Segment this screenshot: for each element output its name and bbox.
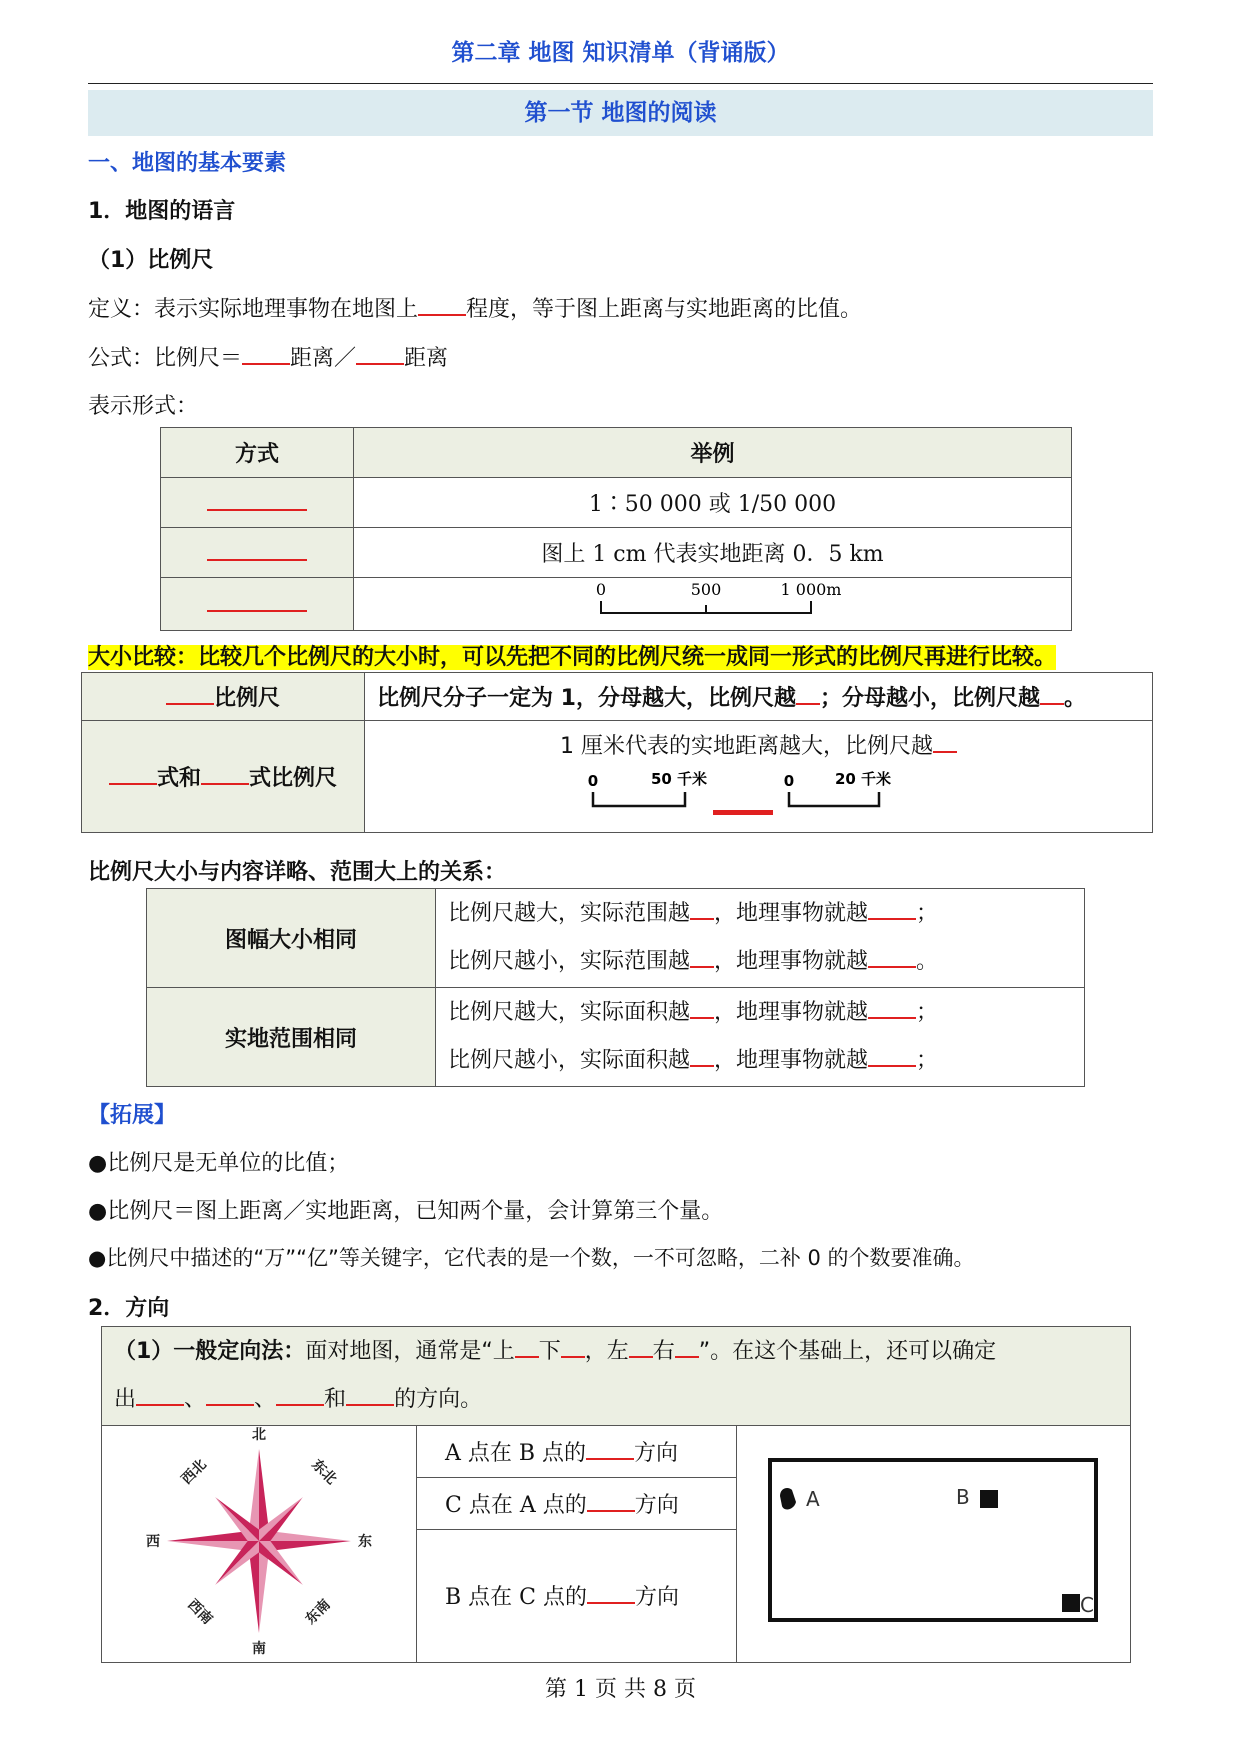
expand-title: 【拓展】 <box>88 1103 177 1128</box>
relation-text: ； <box>916 1000 939 1025</box>
formula-text-c: 距离 <box>404 346 449 371</box>
answer-blank[interactable] <box>276 1384 324 1406</box>
compare-left-label: 比例尺 <box>213 686 280 711</box>
answer-blank[interactable] <box>587 1490 635 1512</box>
point-a-label: A <box>805 1487 820 1511</box>
answer-blank[interactable] <box>868 898 916 920</box>
answer-blank[interactable] <box>109 763 157 785</box>
intro-text: 和 <box>324 1387 347 1412</box>
compass-east-label: 东 <box>358 1534 372 1550</box>
compare-right-cell <box>365 721 1153 833</box>
answer-blank[interactable] <box>868 997 916 1019</box>
scale-compare-table <box>81 672 1153 833</box>
compass-northeast-label: 东北 <box>308 1456 340 1488</box>
direction-question <box>417 1477 737 1529</box>
scale-formula <box>88 341 448 372</box>
answer-blank[interactable] <box>356 343 404 365</box>
point-b-label: B <box>955 1485 970 1509</box>
answer-blank[interactable] <box>166 683 214 705</box>
compare-note <box>88 640 1056 671</box>
intro-text: 出 <box>114 1387 137 1412</box>
compare-text-c: 。 <box>1063 686 1086 711</box>
answer-blank[interactable] <box>690 898 714 920</box>
scale-bar-graphic <box>583 579 843 623</box>
intro-text: 、 <box>184 1387 207 1412</box>
answer-blank[interactable] <box>207 489 307 511</box>
relation-text: ； <box>916 901 939 926</box>
scale-bars-comparison <box>579 766 939 822</box>
answer-blank[interactable] <box>690 1045 714 1067</box>
section-title: 第一节 地图的阅读 <box>88 90 1153 136</box>
heading-direction: 2．方向 <box>88 1296 170 1321</box>
method-cell <box>161 578 354 631</box>
answer-blank[interactable] <box>515 1336 539 1358</box>
compare-left-label-a: 式和 <box>156 766 201 791</box>
relation-text: 比例尺越小，实际范围越 <box>448 949 691 974</box>
answer-blank[interactable] <box>868 1045 916 1067</box>
relation-line <box>448 989 1083 1037</box>
point-map <box>766 1456 1102 1626</box>
answer-blank[interactable] <box>136 1384 184 1406</box>
compass-north-label: 北 <box>252 1427 266 1443</box>
bullet-item: ●比例尺＝图上距离／实地距离，已知两个量，会计算第三个量。 <box>88 1199 724 1224</box>
point-map-cell <box>737 1426 1131 1663</box>
compass-northwest-label: 西北 <box>178 1456 210 1488</box>
title-rule <box>88 83 1153 84</box>
answer-blank[interactable] <box>561 1336 585 1358</box>
compare-left-label-b: 式比例尺 <box>249 766 338 791</box>
bullet-item: ●比例尺中描述的“万”“亿”等关键字，它代表的是一个数，一不可忽略，二补 0 的个数要准确。 <box>88 1246 975 1270</box>
point-a-marker <box>780 1488 796 1509</box>
heading-scale: （1）比例尺 <box>88 248 214 273</box>
point-c-label: C <box>1079 1593 1094 1617</box>
definition-text-a: 定义：表示实际地理事物在地图上 <box>88 297 419 322</box>
relation-line <box>448 890 1083 938</box>
compass-west-label: 西 <box>146 1534 160 1550</box>
table-header-example: 举例 <box>354 428 1072 478</box>
compare-note-text: 大小比较：比较几个比例尺的大小时，可以先把不同的比例尺统一成同一形式的比例尺再进行比较。 <box>88 645 1057 670</box>
formula-text-a: 公式：比例尺＝ <box>88 346 243 371</box>
intro-text: ”。在这个基础上，还可以确定 <box>698 1339 997 1364</box>
direction-intro-line <box>114 1328 1129 1376</box>
answer-blank[interactable] <box>242 343 290 365</box>
method-cell <box>161 478 354 528</box>
scale-definition <box>88 292 862 323</box>
relation-line <box>448 938 1083 986</box>
relation-text: 比例尺越大，实际面积越 <box>448 1000 691 1025</box>
relation-text: ，地理事物就越 <box>714 949 869 974</box>
answer-blank[interactable] <box>713 810 773 815</box>
point-c-marker <box>1062 1594 1080 1612</box>
question-text: 方向 <box>634 1492 679 1518</box>
compass-southeast-label: 东南 <box>302 1596 334 1628</box>
scale-forms-table <box>160 427 1072 631</box>
definition-text-b: 程度，等于图上距离与实地距离的比值。 <box>466 297 863 322</box>
direction-table <box>101 1326 1131 1663</box>
relation-line <box>448 1037 1083 1085</box>
intro-text: 下 <box>538 1339 561 1364</box>
answer-blank[interactable] <box>207 539 307 561</box>
bar1-label: 50 千米 <box>650 770 707 788</box>
compare-text-b: ；分母越小，比例尺越 <box>819 686 1040 711</box>
scale-bar-line <box>601 601 811 613</box>
document-title: 第二章 地图 知识清单（背诵版） <box>451 40 790 66</box>
direction-intro-line <box>114 1376 1129 1424</box>
intro-text: 右 <box>652 1339 675 1364</box>
point-b-marker <box>980 1490 998 1508</box>
compass-south-label: 南 <box>252 1641 266 1655</box>
heading-basic-elements: 一、地图的基本要素 <box>88 151 287 176</box>
answer-blank[interactable] <box>690 946 714 968</box>
relation-text: ； <box>916 1048 939 1073</box>
example-text: 图上 1 cm 代表实地距离 0．5 km <box>354 528 1072 578</box>
scale-tick-label: 500 <box>690 580 721 599</box>
relation-group-label: 实地范围相同 <box>147 988 436 1087</box>
compare-left-cell <box>82 673 365 721</box>
page-footer: 第 1 页 共 8 页 <box>545 1677 696 1702</box>
direction-question <box>417 1426 737 1478</box>
relation-text: ，地理事物就越 <box>714 1048 869 1073</box>
compare-right-cell <box>365 673 1153 721</box>
forms-label: 表示形式： <box>88 394 199 419</box>
question-text: 方向 <box>634 1440 679 1466</box>
compare-bar-sentence: 1 厘米代表的实地距离越大，比例尺越 <box>560 734 933 759</box>
answer-blank[interactable] <box>629 1336 653 1358</box>
intro-text: 、 <box>254 1387 277 1412</box>
relation-title: 比例尺大小与内容详略、范围大上的关系： <box>88 860 507 885</box>
answer-blank[interactable] <box>868 946 916 968</box>
answer-blank[interactable] <box>206 1384 254 1406</box>
answer-blank[interactable] <box>1040 683 1064 705</box>
intro-text: 的方向。 <box>394 1387 483 1412</box>
question-text: 方向 <box>634 1585 679 1611</box>
direction-method-label: （1）一般定向法： <box>114 1339 306 1364</box>
relation-text: ，地理事物就越 <box>714 1000 869 1025</box>
answer-blank[interactable] <box>675 1336 699 1358</box>
relation-text: ，地理事物就越 <box>714 901 869 926</box>
answer-blank[interactable] <box>418 294 466 316</box>
direction-intro <box>102 1327 1131 1426</box>
relation-text: 。 <box>916 949 939 974</box>
compare-bar-text <box>366 729 1151 760</box>
bar1-label: 0 <box>587 772 598 790</box>
method-cell <box>161 528 354 578</box>
answer-blank[interactable] <box>933 731 957 753</box>
heading-map-language: 1．地图的语言 <box>88 199 236 224</box>
compass-rose <box>139 1427 379 1655</box>
compass-southwest-label: 西南 <box>184 1596 216 1628</box>
answer-blank[interactable] <box>207 590 307 612</box>
question-text: B 点在 C 点的 <box>445 1585 587 1611</box>
compare-left-cell <box>82 721 365 833</box>
answer-blank[interactable] <box>690 997 714 1019</box>
answer-blank[interactable] <box>796 683 820 705</box>
map-frame <box>770 1460 1096 1620</box>
relation-table <box>146 888 1085 1087</box>
compare-text-a: 比例尺分子一定为 1，分母越大，比例尺越 <box>377 686 796 711</box>
direction-question <box>417 1529 737 1662</box>
scale-tick-label: 0 <box>595 580 606 599</box>
example-ratio: 1∶50 000 或 1/50 000 <box>354 478 1072 528</box>
compass-rose-cell <box>102 1426 417 1663</box>
scale-tick-label: 1 000m <box>780 580 841 599</box>
relation-group-label: 图幅大小相同 <box>147 889 436 988</box>
bar2-line <box>789 792 879 806</box>
answer-blank[interactable] <box>586 1438 634 1460</box>
question-text: A 点在 B 点的 <box>445 1440 587 1466</box>
answer-blank[interactable] <box>346 1384 394 1406</box>
relation-content <box>436 889 1085 988</box>
relation-content <box>436 988 1085 1087</box>
bar2-label: 20 千米 <box>834 770 891 788</box>
relation-text: 比例尺越小，实际面积越 <box>448 1048 691 1073</box>
table-header-method: 方式 <box>161 428 354 478</box>
intro-text: ，左 <box>584 1339 629 1364</box>
relation-text: 比例尺越大，实际范围越 <box>448 901 691 926</box>
bar2-label: 0 <box>783 772 794 790</box>
answer-blank[interactable] <box>201 763 249 785</box>
question-text: C 点在 A 点的 <box>445 1492 587 1518</box>
example-scale-bar <box>354 578 1072 631</box>
bullet-item: ●比例尺是无单位的比值； <box>88 1151 350 1176</box>
answer-blank[interactable] <box>587 1582 635 1604</box>
formula-text-b: 距离／ <box>290 346 357 371</box>
intro-text: 面对地图，通常是“上 <box>305 1339 515 1364</box>
bar1-line <box>593 792 685 806</box>
